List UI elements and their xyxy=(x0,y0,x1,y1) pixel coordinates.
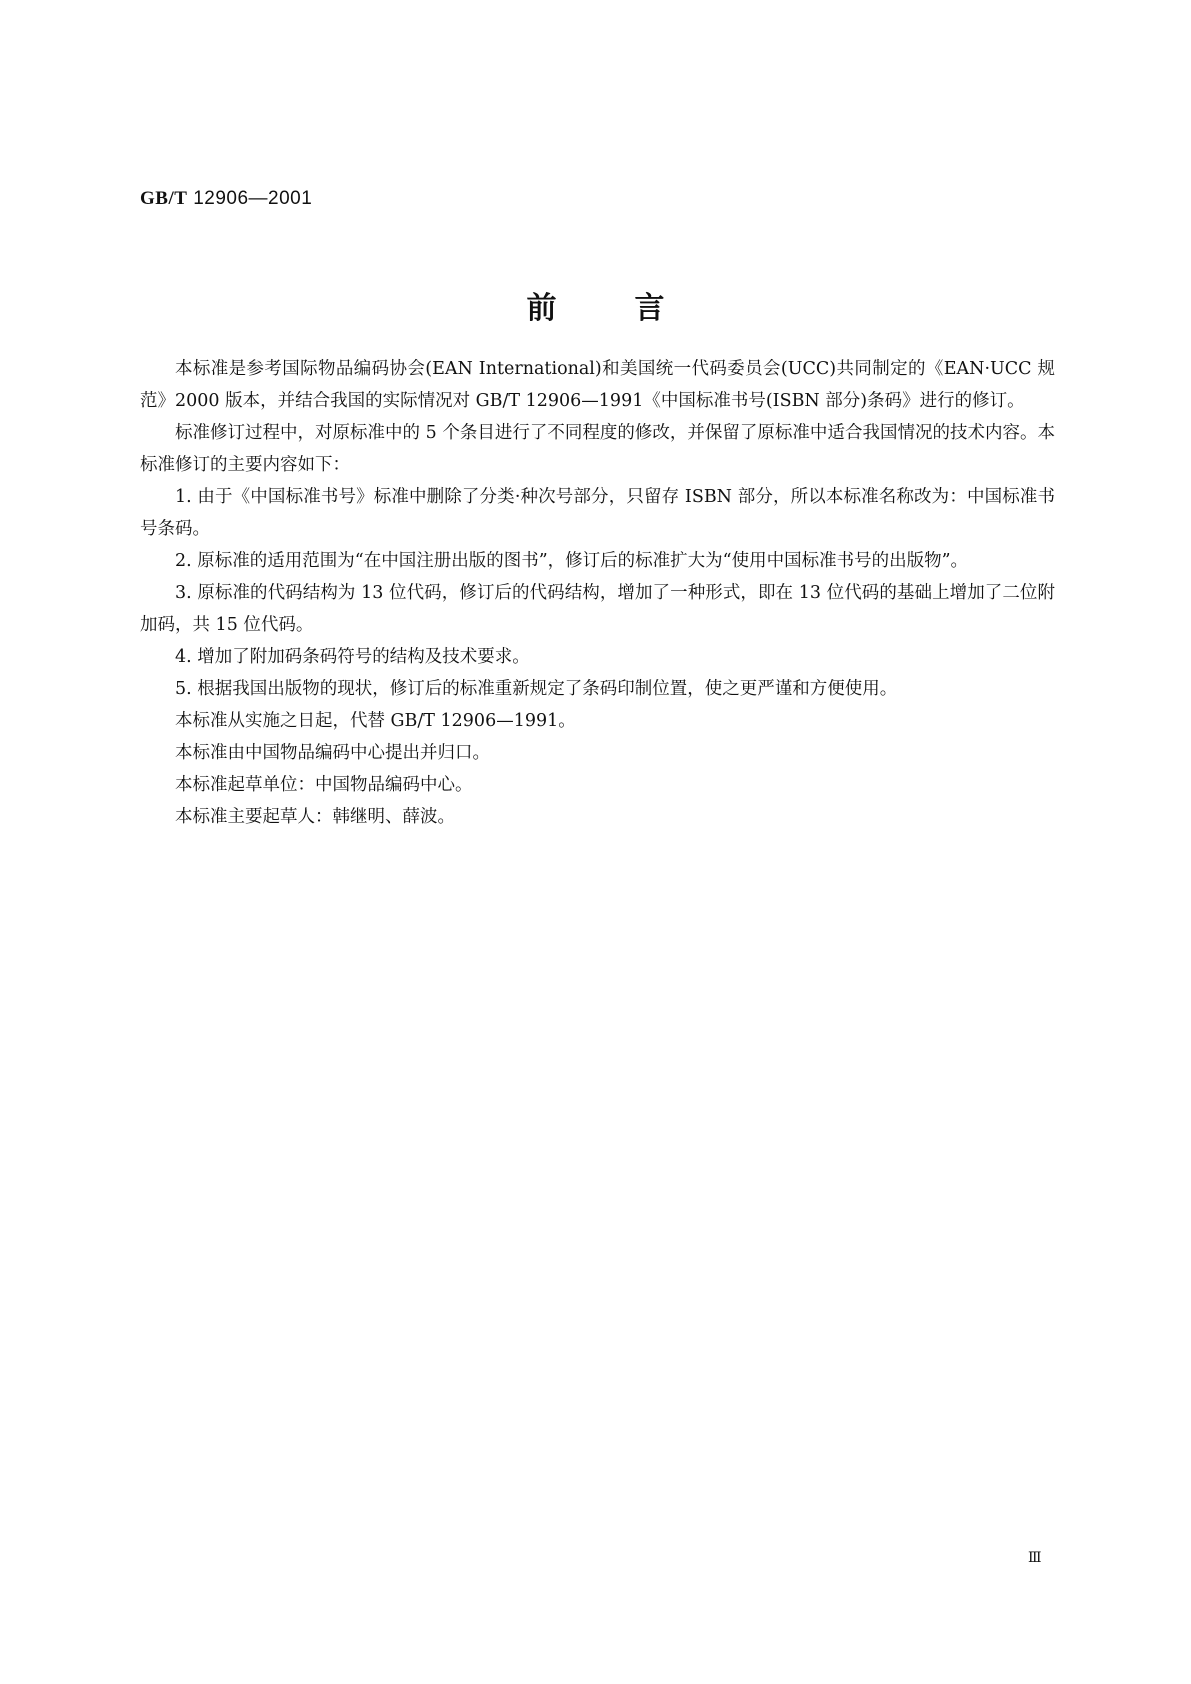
standard-code-number: 12906—2001 xyxy=(193,188,313,209)
paragraph-item-1: 1. 由于《中国标准书号》标准中删除了分类·种次号部分，只留存 ISBN 部分，所以本标准名称改为：中国标准书号条码。 xyxy=(140,487,1055,539)
page-title: 前言 xyxy=(526,291,743,326)
standard-code-header xyxy=(140,188,312,210)
paragraph-item-2: 2. 原标准的适用范围为“在中国注册出版的图书”，修订后的标准扩大为“使用中国标准书号的出版物”。 xyxy=(175,551,969,571)
foreword-body xyxy=(140,353,1055,833)
page-number: Ⅲ xyxy=(1028,1550,1042,1566)
paragraph-revision-overview: 标准修订过程中，对原标准中的 5 个条目进行了不同程度的修改，并保留了原标准中适合我国情况的技术内容。本标准修订的主要内容如下： xyxy=(140,423,1055,475)
paragraph-proposer: 本标准由中国物品编码中心提出并归口。 xyxy=(175,743,490,763)
paragraph-item-3: 3. 原标准的代码结构为 13 位代码，修订后的代码结构，增加了一种形式，即在 13 位代码的基础上增加了二位附加码，共 15 位代码。 xyxy=(140,583,1055,635)
paragraph-drafting-unit: 本标准起草单位：中国物品编码中心。 xyxy=(175,775,473,795)
standard-code-prefix: GB/T xyxy=(140,188,188,209)
paragraph-item-5: 5. 根据我国出版物的现状，修订后的标准重新规定了条码印制位置，使之更严谨和方便使用。 xyxy=(175,679,898,699)
paragraph-item-4: 4. 增加了附加码条码符号的结构及技术要求。 xyxy=(175,647,530,667)
paragraph-intro: 本标准是参考国际物品编码协会(EAN International)和美国统一代码委员会(UCC)共同制定的《EAN·UCC 规范》2000 版本，并结合我国的实际情况对 GB/T 12906—1991《中国标准书号(ISBN 部分)条码》进行的修订。 xyxy=(140,359,1055,411)
paragraph-drafters: 本标准主要起草人：韩继明、薛波。 xyxy=(175,807,455,827)
paragraph-replaces: 本标准从实施之日起，代替 GB/T 12906—1991。 xyxy=(175,711,576,731)
